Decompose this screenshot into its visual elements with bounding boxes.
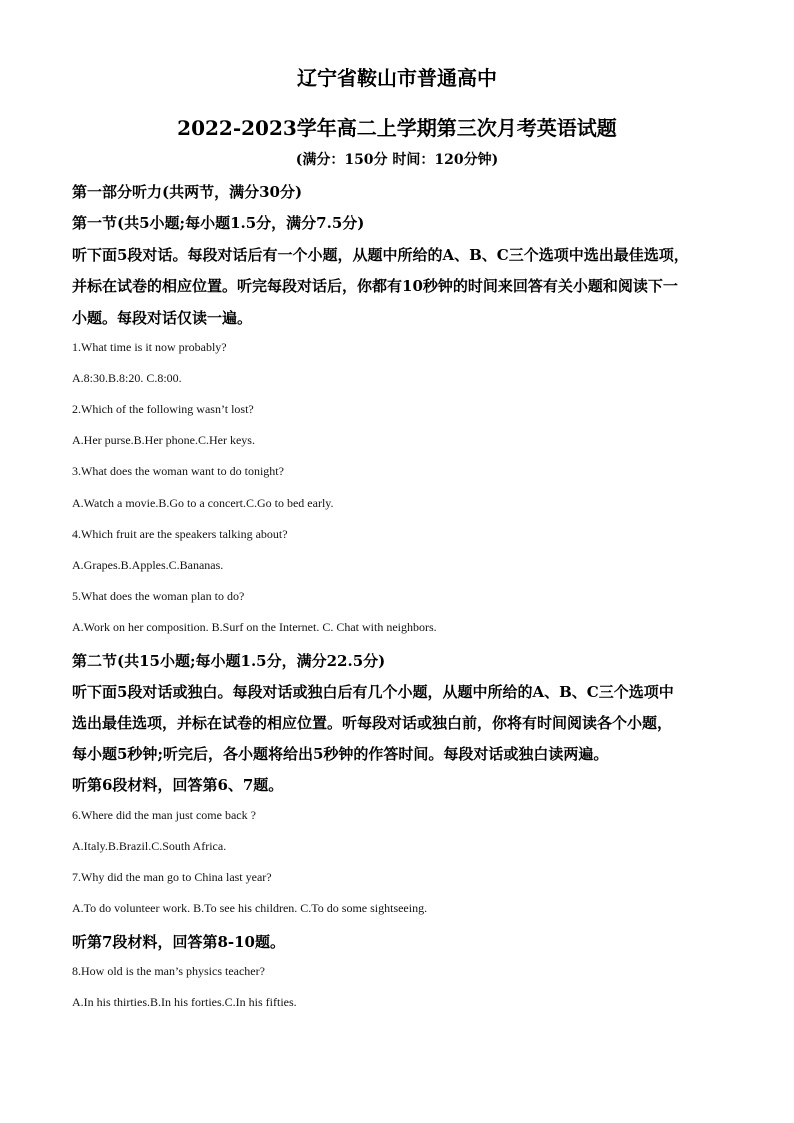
- question-5: 5.What does the woman plan to do?: [72, 589, 245, 603]
- section1-heading: 第一节(共5小题;每小题1.5分，满分7.5分): [72, 214, 365, 232]
- question-6-options: A.Italy.B.Brazil.C.South Africa.: [72, 839, 227, 853]
- question-8: 8.How old is the man’s physics teacher?: [72, 964, 265, 978]
- section2-instruction-line: 每小题5秒钟;听完后，各小题将给出5秒钟的作答时间。每段对话或独白读两遍。: [72, 745, 609, 763]
- part1-heading: 第一部分听力(共两节，满分30分): [72, 183, 303, 201]
- section1-instruction-line: 并标在试卷的相应位置。听完每段对话后，你都有10秒钟的时间来回答有关小题和阅读下一: [72, 277, 678, 295]
- question-2: 2.Which of the following wasn’t lost?: [72, 402, 254, 416]
- question-2-options: A.Her purse.B.Her phone.C.Her keys.: [72, 433, 255, 447]
- section1-instruction-line: 听下面5段对话。每段对话后有一个小题，从题中所给的A、B、C三个选项中选出最佳选项，: [72, 246, 689, 264]
- question-8-options: A.In his thirties.B.In his forties.C.In his fifties.: [72, 995, 297, 1009]
- question-4: 4.Which fruit are the speakers talking about?: [72, 527, 288, 541]
- question-3-options: A.Watch a movie.B.Go to a concert.C.Go to bed early.: [72, 496, 334, 510]
- section2-instruction-line: 选出最佳选项，并标在试卷的相应位置。听每段对话或独白前，你将有时间阅读各个小题，: [72, 714, 673, 732]
- exam-meta: (满分：150分 时间：120分钟): [295, 152, 499, 168]
- question-4-options: A.Grapes.B.Apples.C.Bananas.: [72, 558, 224, 572]
- question-6: 6.Where did the man just come back ?: [72, 808, 256, 822]
- school-title: 辽宁省鞍山市普通高中: [297, 66, 497, 90]
- exam-title: 2022-2023学年高二上学期第三次月考英语试题: [177, 116, 617, 140]
- material6-heading: 听第6段材料，回答第6、7题。: [72, 776, 284, 794]
- section2-heading: 第二节(共15小题;每小题1.5分，满分22.5分): [72, 652, 386, 670]
- question-5-options: A.Work on her composition. B.Surf on the Internet. C. Chat with neighbors.: [72, 620, 437, 634]
- material7-heading: 听第7段材料，回答第8-10题。: [72, 933, 285, 951]
- question-3: 3.What does the woman want to do tonight?: [72, 464, 284, 478]
- section2-instruction-line: 听下面5段对话或独白。每段对话或独白后有几个小题，从题中所给的A、B、C三个选项中: [72, 683, 674, 701]
- question-7: 7.Why did the man go to China last year?: [72, 870, 272, 884]
- section1-instruction-line: 小题。每段对话仅读一遍。: [72, 309, 253, 327]
- question-7-options: A.To do volunteer work. B.To see his children. C.To do some sightseeing.: [72, 901, 428, 915]
- question-1-options: A.8:30.B.8:20. C.8:00.: [72, 371, 182, 385]
- question-1: 1.What time is it now probably?: [72, 340, 227, 354]
